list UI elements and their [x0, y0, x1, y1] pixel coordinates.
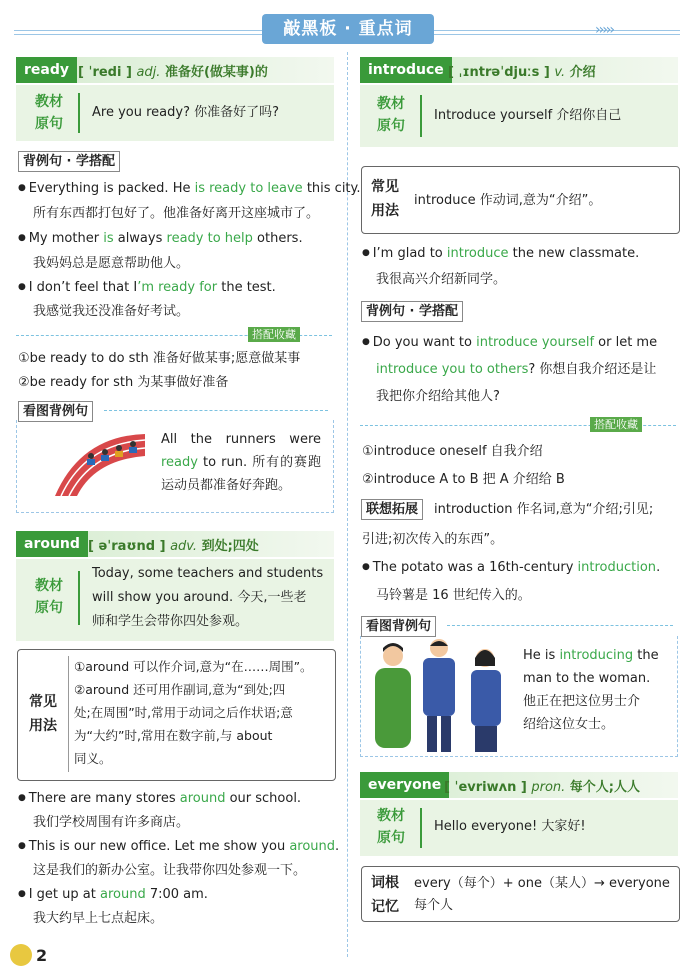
example-sentence: ● This is our new office. Let me show you around.: [18, 838, 339, 857]
root-memory-box: [361, 866, 680, 922]
association-label: 联想拓展: [361, 499, 423, 520]
word-tag: around: [16, 531, 88, 557]
word-definition: [444, 776, 640, 795]
picture-sentence: All the runners were ready to run. 所有的赛跑运动员都准备好奔跑。: [161, 432, 321, 493]
example-sentence: ● There are many stores around our school.: [18, 790, 301, 809]
example-sentence-cont: introduce you to others? 你想自我介绍还是让: [376, 362, 657, 377]
word-tag: ready: [16, 57, 77, 83]
textbook-sentence: Introduce yourself 介绍你自己: [434, 108, 622, 123]
pronunciation: [ ˈevriwʌn ]: [444, 780, 527, 795]
example-sentence: ● I’m glad to introduce the new classmate.: [362, 245, 639, 264]
pronunciation: [ ˌɪntrəˈdjuːs ]: [448, 65, 550, 80]
pronunciation: [ ˈredi ]: [78, 65, 132, 80]
collect-badge: 搭配收藏: [590, 417, 642, 432]
example-translation: 我把你介绍给其他人?: [376, 389, 500, 404]
meaning: 到处;四处: [201, 539, 259, 554]
lightbulb-icon: [10, 944, 32, 966]
picture-sentence: He is introducing the man to the woman. 他正在把这位男士介 绍给这位女士。: [523, 648, 659, 732]
meaning: 介绍: [569, 65, 596, 80]
word-entry-introduce: [360, 57, 678, 83]
picture-box: [360, 636, 678, 757]
people-illustration: [369, 638, 509, 754]
textbook-sentence-box: [360, 800, 678, 856]
part-of-speech: pron.: [531, 780, 566, 795]
usage-box: [17, 649, 336, 781]
example-translation: 我很高兴介绍新同学。: [376, 272, 507, 287]
word-entry-ready: [16, 57, 334, 83]
separator: [78, 571, 80, 625]
usage-box: [361, 166, 680, 234]
pronunciation: [ əˈraʊnd ]: [88, 539, 166, 554]
example-translation: 所有东西都打包好了。他准备好离开这座城市了。: [33, 206, 320, 221]
meaning: 每个人;人人: [569, 780, 640, 795]
picture-label: 看图背例句: [18, 401, 93, 422]
textbook-label: 教材 原句: [377, 96, 405, 134]
collocation: ①be ready to do sth 准备好做某事;愿意做某事: [18, 351, 301, 366]
association-text: introduction 作名词,意为“介绍;引见;: [434, 502, 654, 517]
part-of-speech: v.: [554, 65, 566, 80]
textbook-label: 教材 原句: [377, 808, 405, 846]
word-definition: [88, 535, 259, 554]
runners-illustration: [51, 426, 147, 500]
separator: [78, 93, 80, 133]
example-translation: 我们学校周围有许多商店。: [33, 815, 190, 830]
part-of-speech: adj.: [136, 65, 161, 80]
example-sentence: ● The potato was a 16th-century introduction.: [362, 559, 660, 578]
textbook-sentence: Today, some teachers and students will show you around. 今天,一些老 师和学生会带你四处参观。: [92, 566, 324, 629]
usage-text: introduce 作动词,意为“介绍”。: [414, 193, 602, 208]
chevron-right-icon: ›››››: [595, 22, 613, 38]
example-translation: 这是我们的新办公室。让我带你四处参观一下。: [33, 863, 307, 878]
textbook-sentence-box: [16, 85, 334, 141]
example-sentence: ● Do you want to introduce yourself or let me: [362, 334, 657, 353]
example-translation: 我大约早上七点起床。: [33, 911, 164, 926]
section-label: 背例句 · 学搭配: [361, 301, 463, 322]
collocation: ①introduce oneself 自我介绍: [362, 444, 543, 459]
example-sentence: ● Everything is packed. He is ready to leave this city.: [18, 180, 361, 199]
part-of-speech: adv.: [170, 539, 198, 554]
page-title: 敲黑板 · 重点词: [262, 14, 434, 44]
dashed-divider: [104, 410, 328, 411]
page-number: 2: [36, 946, 48, 965]
section-label: 背例句 · 学搭配: [18, 151, 120, 172]
separator: [420, 808, 422, 848]
example-sentence: ● I get up at around 7:00 am.: [18, 886, 208, 905]
textbook-sentence-box: [360, 85, 678, 147]
separator: [68, 656, 69, 772]
word-definition: [78, 61, 268, 80]
textbook-label: 教材 原句: [35, 94, 63, 132]
association-text: 引进;初次传入的东西”。: [362, 532, 504, 547]
dashed-divider: [447, 625, 673, 626]
word-entry-around: [16, 531, 334, 557]
picture-label: 看图背例句: [361, 616, 436, 637]
collocation: ②be ready for sth 为某事做好准备: [18, 375, 229, 390]
example-translation: 我妈妈总是愿意帮助他人。: [33, 256, 190, 271]
textbook-sentence: Are you ready? 你准备好了吗?: [92, 105, 280, 120]
separator: [420, 95, 422, 137]
example-translation: 马铃薯是 16 世纪传入的。: [376, 588, 531, 603]
collocation: ②introduce A to B 把 A 介绍给 B: [362, 472, 565, 487]
usage-label: 常见 用法: [371, 179, 399, 219]
word-entry-everyone: [360, 772, 678, 798]
meaning: 准备好(做某事)的: [164, 65, 268, 80]
word-tag: everyone: [360, 772, 449, 798]
textbook-label: 教材 原句: [35, 578, 63, 616]
collect-badge: 搭配收藏: [248, 327, 300, 342]
textbook-sentence-box: [16, 559, 334, 641]
usage-label: 常见 用法: [29, 694, 57, 734]
example-translation: 我感觉我还没准备好考试。: [33, 304, 190, 319]
word-tag: introduce: [360, 57, 452, 83]
root-text: every（每个）+ one（某人）→ everyone 每个人: [414, 876, 670, 913]
example-sentence: ● My mother is always ready to help others.: [18, 230, 303, 249]
usage-text: ①around 可以作介词,意为“在……周围”。 ②around 还可用作副词,意为“到处;四 处;在周围”时,常用于动词之后作状语;意 为“大约”时,常用在数字前,与 about 同义。: [74, 659, 313, 766]
textbook-sentence: Hello everyone! 大家好!: [434, 819, 586, 834]
root-label: 词根 记忆: [371, 875, 399, 915]
picture-box: [16, 420, 334, 513]
example-sentence: ● I don’t feel that I’m ready for the test.: [18, 279, 276, 298]
word-definition: [448, 61, 596, 80]
